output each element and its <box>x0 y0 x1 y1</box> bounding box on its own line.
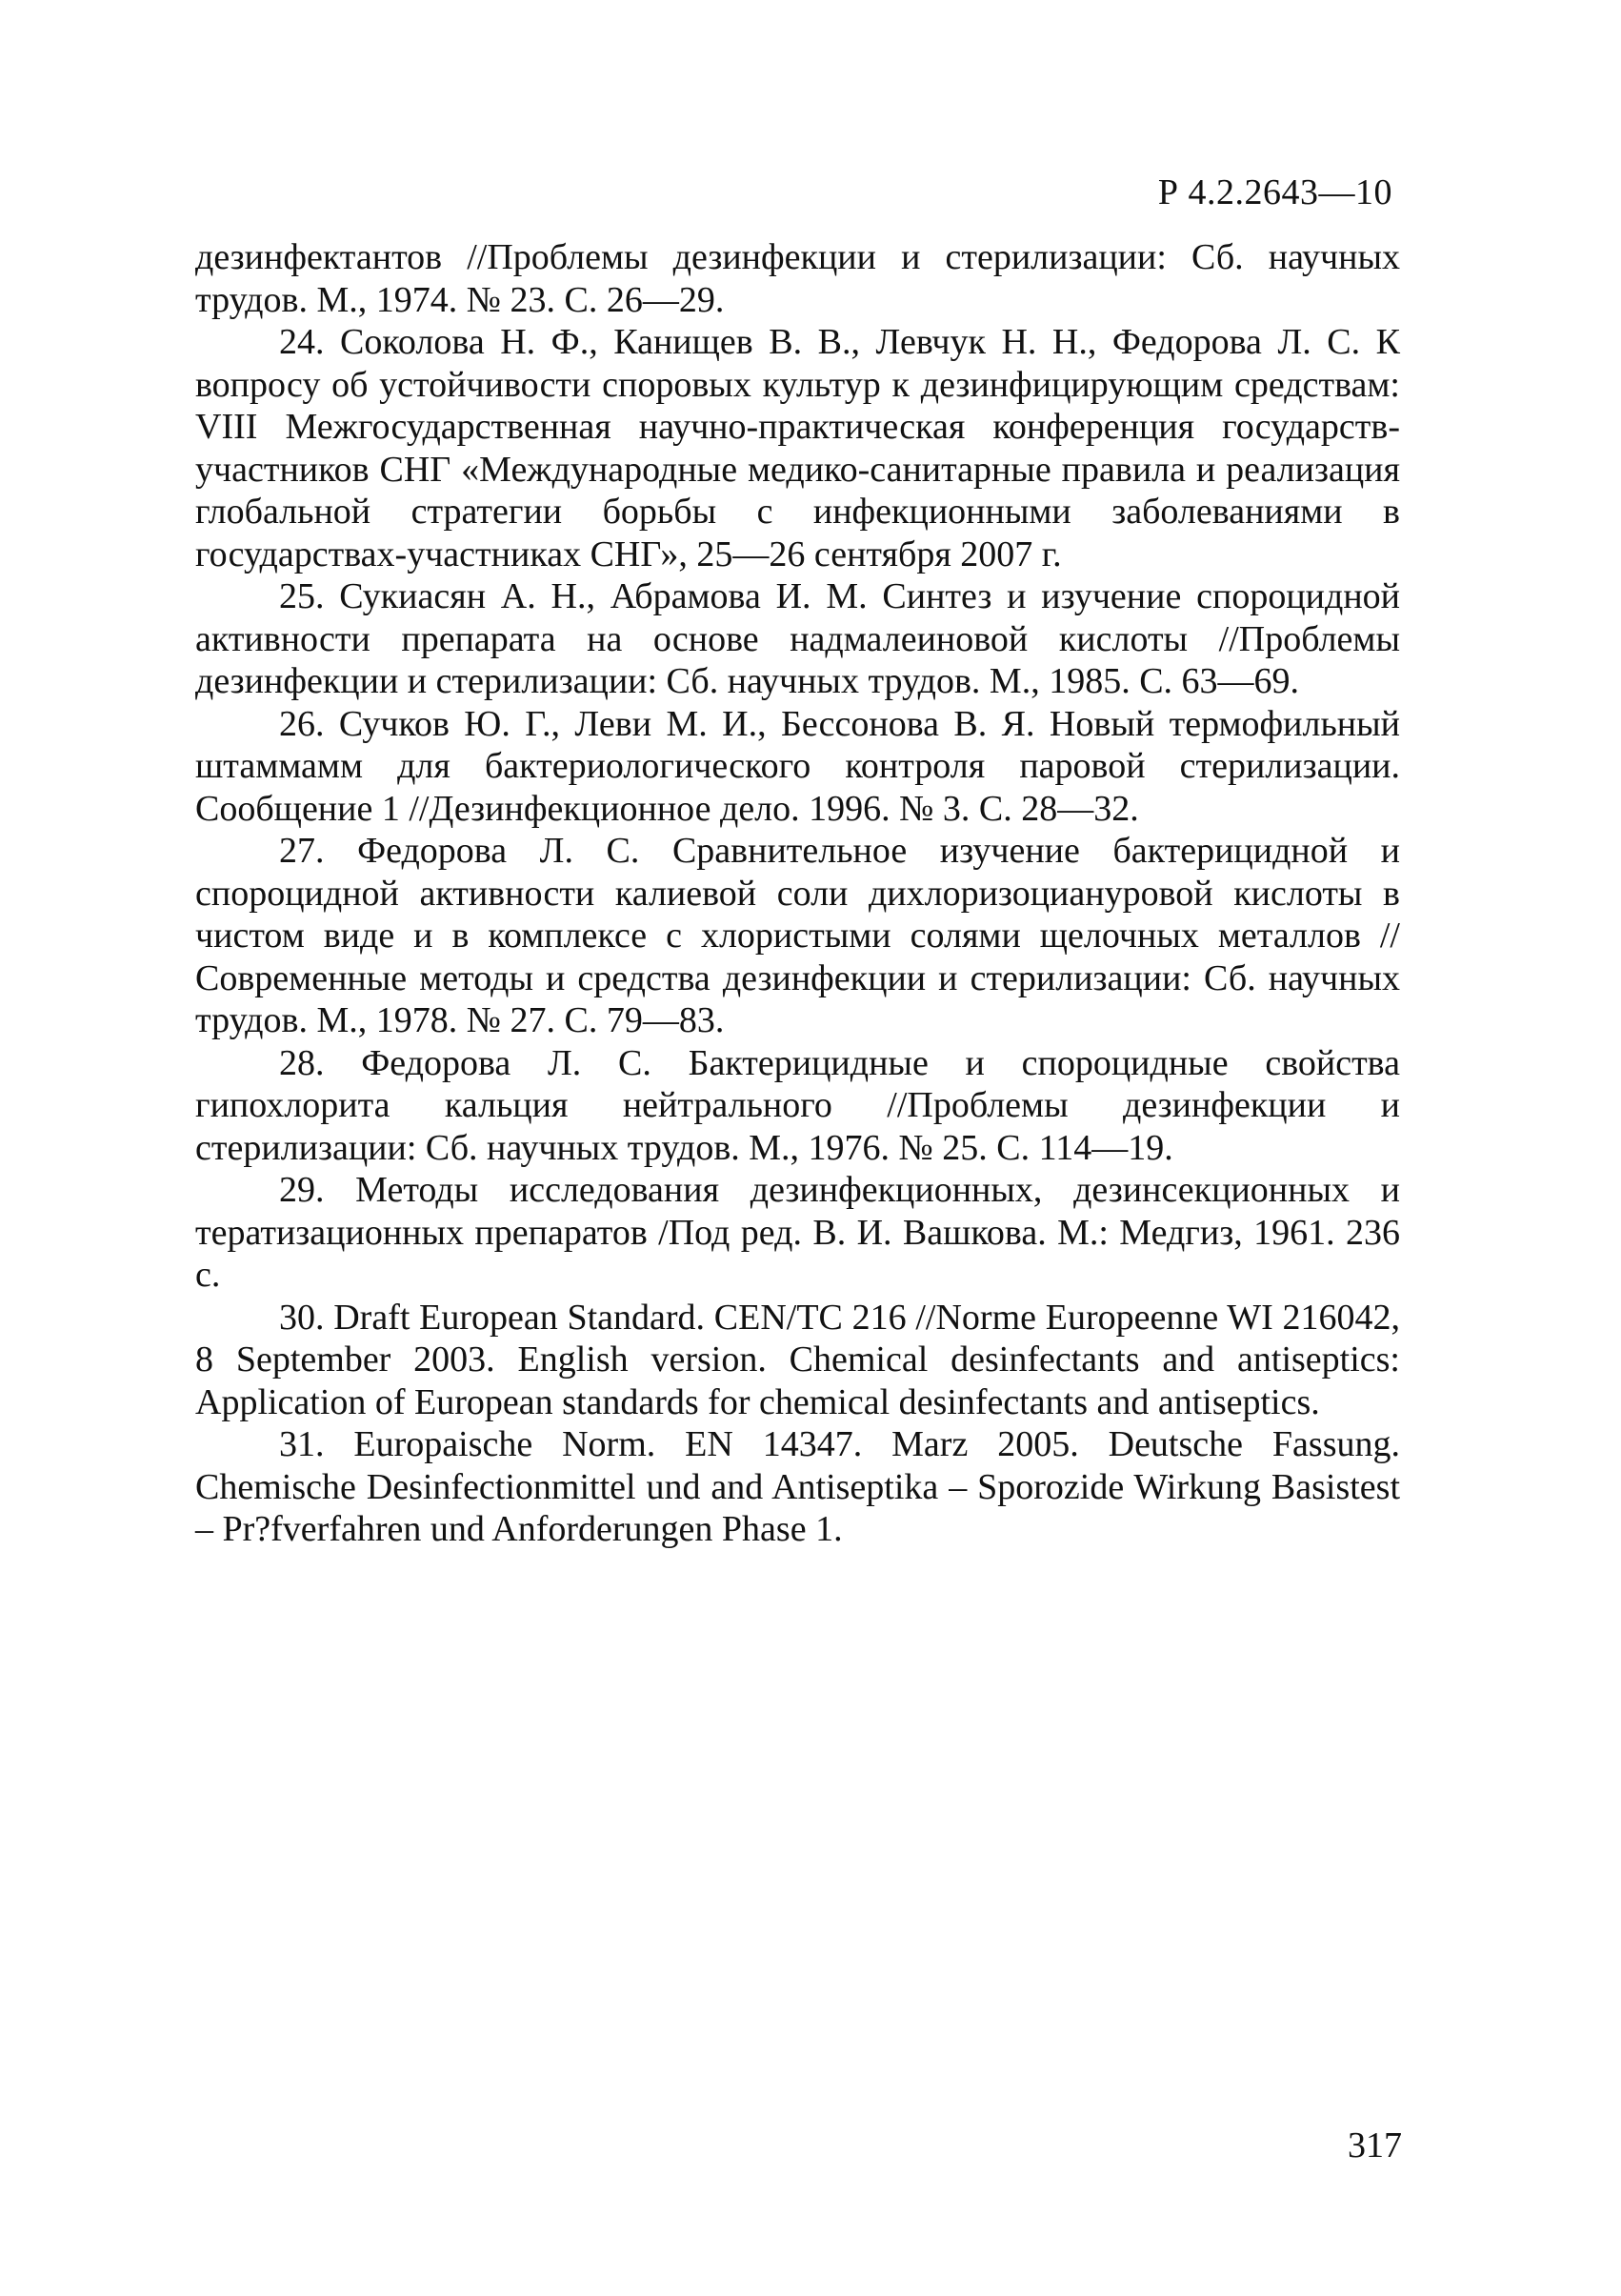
reference-item: 24. Соколова Н. Ф., Канищев В. В., Левчук Н. Н., Федорова Л. С. К вопросу об устойчивости споровых культур к дезинфицирующим средствам: VIII Межгосударственная научно-практическая конференция государств-участников СНГ «Международные медико-санитарные правила и реализация глобальной стратегии борьбы с инфекционными заболеваниями в государствах-участниках СНГ», 25—26 сентября 2007 г. <box>195 322 1400 574</box>
reference-item: 28. Федорова Л. С. Бактерицидные и спороцидные свойства гипохлорита кальция нейтрального //Проблемы дезинфекции и стерилизации: Сб. научных трудов. М., 1976. № 25. С. 114—19. <box>195 1042 1400 1168</box>
reference-item: 30. Draft European Standard. CEN/TC 216 //Norme Europeenne WI 216042, 8 September 2003. English version. Chemical desinfectants and antiseptics: Application of European standards for chemical desinfectants and antiseptics. <box>195 1297 1400 1422</box>
reference-item: 29. Методы исследования дезинфекционных, дезинсекционных и тератизационных препаратов /Под ред. В. И. Вашкова. М.: Медгиз, 1961. 236 с. <box>195 1170 1400 1295</box>
reference-item: 25. Сукиасян А. Н., Абрамова И. М. Синтез и изучение спороцидной активности препарата на основе надмалеиновой кислоты //Проблемы дезинфекции и стерилизации: Сб. научных трудов. М., 1985. С. 63—69. <box>195 576 1400 701</box>
reference-item: дезинфектантов //Проблемы дезинфекции и стерилизации: Сб. научных трудов. М., 1974. № 23. С. 26—29. <box>195 237 1400 320</box>
reference-item: 26. Сучков Ю. Г., Леви М. И., Бессонова В. Я. Новый термофильный штаммамм для бактериологического контроля паровой стерилизации. Сообщение 1 //Дезинфекционное дело. 1996. № 3. С. 28—32. <box>195 703 1400 829</box>
reference-item: 27. Федорова Л. С. Сравнительное изучение бактерицидной и спороцидной активности калиевой соли дихлоризоциануровой кислоты в чистом виде и в комплексе с хлористыми солями щелочных металлов //Современные методы и средства дезинфекции и стерилизации: Сб. научных трудов. М., 1978. № 27. С. 79—83. <box>195 831 1400 1040</box>
document-code: Р 4.2.2643—10 <box>1157 172 1392 212</box>
reference-item: 31. Europaische Norm. EN 14347. Marz 2005. Deutsche Fassung. Chemische Desinfectionmittel und and Antiseptika – Sporozide Wirkung Basistest – Pr?fverfahren und Anforderungen Phase 1. <box>195 1424 1400 1549</box>
reference-list <box>195 236 1400 1551</box>
page-number: 317 <box>1348 2125 1402 2165</box>
